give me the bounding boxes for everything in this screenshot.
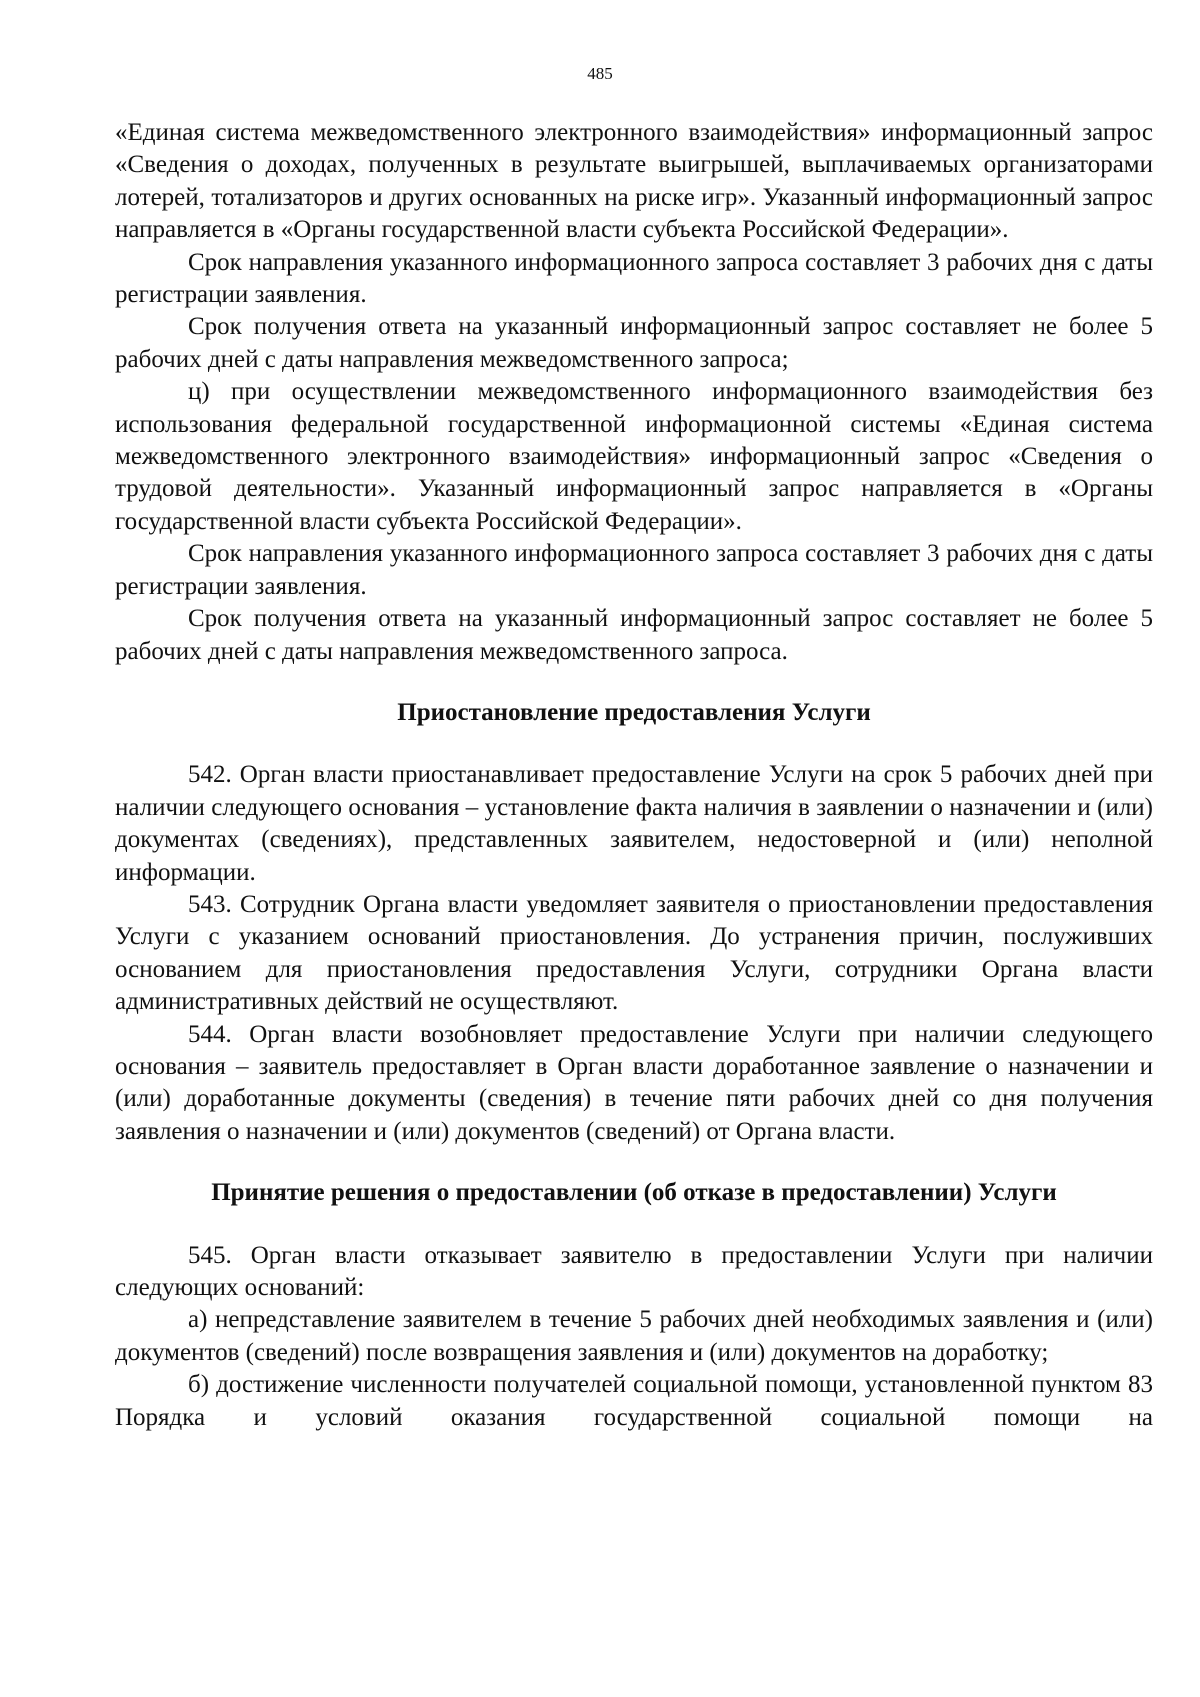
paragraph-545-item-a: а) непредставление заявителем в течение 5 рабочих дней необходимых заявления и (или) документов (сведений) после возвращения заявления и (или) документов на доработку; <box>115 1306 1153 1366</box>
paragraph-545-item-b: б) достижение численности получателей социальной помощи, установленной пунктом 83 Порядка и условий оказания государственной социальной помощи на <box>115 1371 1153 1431</box>
section-heading-suspension: Приостановление предоставления Услуги <box>397 698 871 726</box>
section-heading-decision: Принятие решения о предоставлении (об отказе в предоставлении) Услуги <box>211 1179 1057 1207</box>
paragraph-response-deadline: Срок получения ответа на указанный информационный запрос составляет не более 5 рабочих дней с даты направления межведомственного запроса; <box>115 313 1153 373</box>
paragraph-response-deadline-2: Срок получения ответа на указанный информационный запрос составляет не более 5 рабочих дней с даты направления межведомственного запроса. <box>115 605 1153 665</box>
paragraph-544: 544. Орган власти возобновляет предоставление Услуги при наличии следующего основания – заявитель предоставляет в Орган власти доработанное заявление о назначении и (или) доработанные документы (сведения) в течение пяти рабочих дней со дня получения заявления о назначении и (или) документов (сведений) от Органа власти. <box>115 1020 1153 1145</box>
paragraph-item-ts: ц) при осуществлении межведомственного информационного взаимодействия без использования федеральной государственной информационной системы «Единая система межведомственного электронного взаимодействия» информационный запрос «Сведения о трудовой деятельности». Указанный информационный запрос направляется в «Органы государственной власти субъекта Российской Федерации». <box>115 378 1153 535</box>
paragraph-request-send-deadline: Срок направления указанного информационного запроса составляет 3 рабочих дня с даты регистрации заявления. <box>115 248 1153 309</box>
page-number: 485 <box>587 64 613 83</box>
document-body <box>115 117 1153 1434</box>
paragraph-543: 543. Сотрудник Органа власти уведомляет заявителя о приостановлении предоставления Услуги с указанием оснований приостановления. До устранения причин, послуживших основанием для приостановления предоставления Услуги, сотрудники Органа власти административных действий не осуществляют. <box>115 890 1153 1016</box>
paragraph-545: 545. Орган власти отказывает заявителю в предоставлении Услуги при наличии следующих оснований: <box>115 1241 1153 1301</box>
paragraph-information-request-winnings: «Единая система межведомственного электронного взаимодействия» информационный запрос «Сведения о доходах, полученных в результате выигрышей, выплачиваемых организаторами лотерей, тотализаторов и других основанных на риске игр». Указанный информационный запрос направляется в «Органы государственной власти субъекта Российской Федерации». <box>115 119 1153 244</box>
paragraph-542: 542. Орган власти приостанавливает предоставление Услуги на срок 5 рабочих дней при наличии следующего основания – установление факта наличия в заявлении о назначении и (или) документах (сведениях), представленных заявителем, недостоверной и (или) неполной информации. <box>115 761 1153 886</box>
paragraph-request-send-deadline-2: Срок направления указанного информационного запроса составляет 3 рабочих дня с даты регистрации заявления. <box>115 540 1153 600</box>
